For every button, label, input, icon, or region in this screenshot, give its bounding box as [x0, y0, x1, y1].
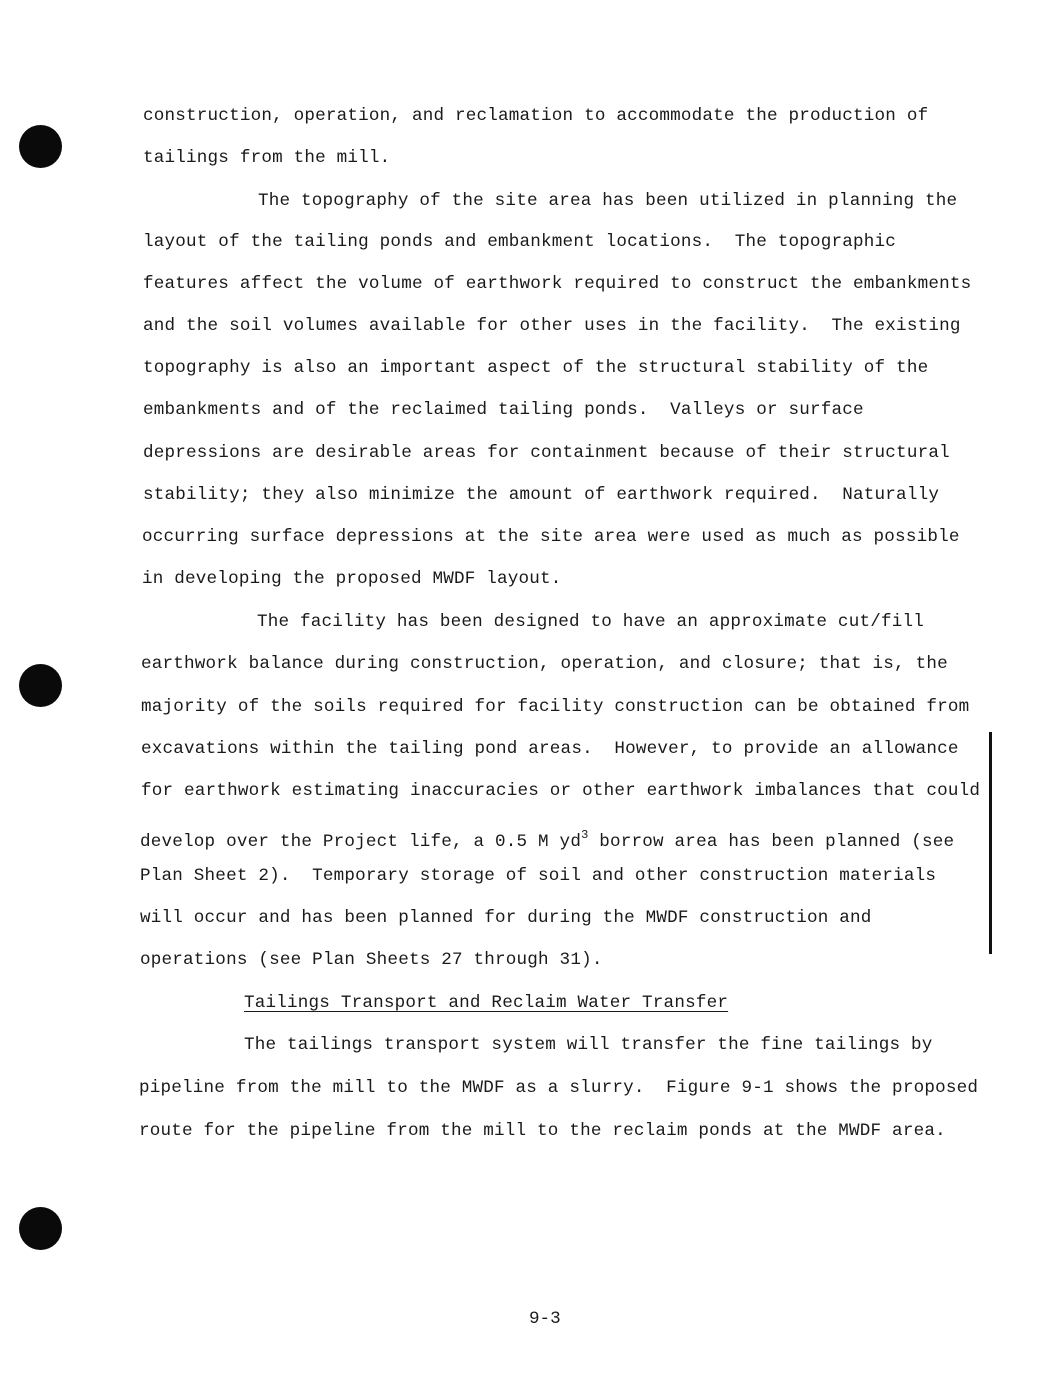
text-line: excavations within the tailing pond areas. However, to provide an allowance: [141, 739, 959, 759]
text-line: topography is also an important aspect of the structural stability of the: [143, 358, 929, 378]
text-line: construction, operation, and reclamation to accommodate the production of: [143, 106, 929, 126]
text-line: earthwork balance during construction, operation, and closure; that is, the: [141, 654, 948, 674]
binder-hole-icon: [19, 125, 62, 168]
text-line: features affect the volume of earthwork required to construct the embankments: [143, 274, 972, 294]
text-line: route for the pipeline from the mill to the reclaim ponds at the MWDF area.: [139, 1121, 946, 1141]
page-number: 9-3: [529, 1309, 561, 1329]
text-line: embankments and of the reclaimed tailing ponds. Valleys or surface: [143, 400, 864, 420]
text-line: pipeline from the mill to the MWDF as a slurry. Figure 9-1 shows the proposed: [139, 1078, 979, 1098]
text-line: will occur and has been planned for during the MWDF construction and: [140, 908, 872, 928]
text-line: in developing the proposed MWDF layout.: [142, 569, 562, 589]
binder-hole-icon: [19, 664, 62, 707]
revision-bar: [989, 732, 992, 954]
text-line: and the soil volumes available for other uses in the facility. The existing: [143, 316, 961, 336]
text-line: tailings from the mill.: [143, 148, 391, 168]
text-line: occurring surface depressions at the site area were used as much as possible: [142, 527, 960, 547]
text-line: [140, 825, 954, 852]
text-line: The tailings transport system will transfer the fine tailings by: [244, 1035, 933, 1055]
superscript: 3: [581, 828, 589, 842]
text-line: stability; they also minimize the amount of earthwork required. Naturally: [143, 485, 940, 505]
text-line: for earthwork estimating inaccuracies or other earthwork imbalances that could: [141, 781, 981, 801]
text-run: develop over the Project life, a 0.5 M yd: [140, 832, 582, 852]
text-line: majority of the soils required for facility construction can be obtained from: [141, 697, 970, 717]
text-line: operations (see Plan Sheets 27 through 31).: [140, 950, 603, 970]
binder-hole-icon: [19, 1207, 62, 1250]
text-run: borrow area has been planned (see: [588, 832, 955, 852]
text-line: layout of the tailing ponds and embankment locations. The topographic: [143, 232, 897, 252]
text-line: depressions are desirable areas for containment because of their structural: [143, 443, 950, 463]
section-heading: Tailings Transport and Reclaim Water Transfer: [244, 993, 729, 1013]
text-line: Plan Sheet 2). Temporary storage of soil and other construction materials: [140, 866, 937, 886]
text-line: The topography of the site area has been utilized in planning the: [258, 191, 958, 211]
text-line: The facility has been designed to have an approximate cut/fill: [257, 612, 924, 632]
